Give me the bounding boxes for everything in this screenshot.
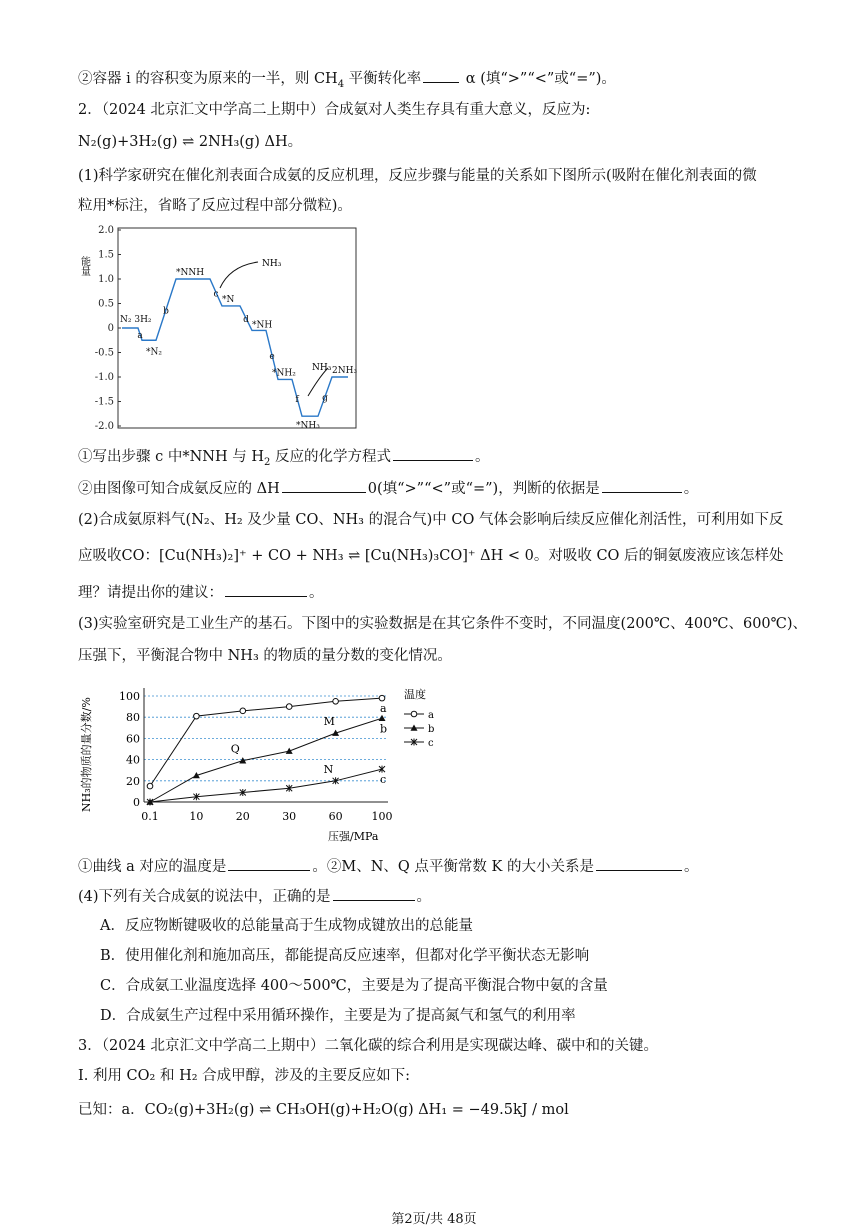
question-3-part-i: I. 利用 CO₂ 和 H₂ 合成甲醇，涉及的主要反应如下: — [78, 1068, 411, 1084]
part2-line2: 应吸收CO：[Cu(NH₃)₂]⁺ + CO + NH₃ ⇌ [Cu(NH₃)₃CO]⁺ ΔH < 0。对吸收 CO 后的铜氨废液应该怎样处 — [78, 548, 784, 564]
energy-step-label: a — [137, 331, 143, 342]
data-point — [333, 699, 339, 705]
data-point — [411, 711, 417, 717]
annotation-nh3-1: NH₃ — [262, 259, 282, 269]
point-label: N — [323, 762, 334, 776]
energy-level-label: *NNH — [176, 268, 205, 278]
x-tick-label: 0.1 — [141, 810, 159, 823]
energy-step-label: b — [163, 306, 169, 317]
option-c[interactable]: C．合成氨工业温度选择 400～500℃，主要是为了提高平衡混合物中氨的含量 — [100, 978, 608, 994]
energy-step-label: d — [243, 315, 249, 326]
legend-label: c — [428, 738, 434, 749]
point-label: M — [323, 715, 335, 729]
x-tick-label: 10 — [189, 810, 204, 823]
y-tick-label: 40 — [126, 753, 140, 767]
energy-tick-label: 1.5 — [98, 249, 114, 261]
x-tick-label: 100 — [371, 810, 393, 823]
question-c-equation: ①写出步骤 c 中*NNH 与 $H_2$ 反应的化学方程式 。 — [78, 446, 489, 473]
energy-level-label: *NH₃ — [296, 421, 320, 432]
answer-blank[interactable] — [423, 68, 459, 83]
equation-synthesis: N₂(g)+3H₂(g) ⇌ 2NH₃(g) ΔH。 — [78, 134, 303, 150]
y-tick-label: 0 — [133, 796, 140, 809]
data-point — [379, 715, 386, 721]
chart-xlabel: 压强/MPa — [328, 830, 379, 843]
energy-level-label: *NH₂ — [272, 368, 296, 379]
answer-blank[interactable] — [225, 582, 307, 597]
option-d[interactable]: D．合成氨生产过程中采用循环操作，主要是为了提高氮气和氢气的利用率 — [100, 1008, 576, 1024]
part2-line1: (2)合成氨原料气(N₂、H₂ 及少量 CO、NH₃ 的混合气)中 CO 气体会影响后续反应催化剂活性，可利用如下反 — [78, 512, 784, 528]
nh3-fraction-chart — [78, 676, 448, 846]
legend-label: a — [428, 710, 434, 721]
x-tick-label: 60 — [328, 810, 343, 823]
chart-ylabel: NH₃的物质的量分数/% — [80, 697, 93, 812]
energy-tick-label: -1.5 — [94, 396, 114, 408]
part1-line2: 粒用*标注，省略了反应过程中部分微粒)。 — [78, 198, 352, 214]
energy-tick-label: -1.0 — [94, 372, 114, 383]
answer-blank[interactable] — [596, 856, 682, 871]
energy-tick-label: 1.0 — [98, 274, 114, 285]
series-line-a — [150, 698, 382, 786]
energy-level-label: N₂ 3H₂ — [120, 315, 152, 325]
legend-title: 温度 — [404, 688, 426, 701]
x-tick-label: 30 — [282, 810, 297, 823]
energy-tick-label: 0.5 — [98, 298, 114, 310]
series-end-label: c — [380, 773, 387, 787]
energy-level-label: *NH — [252, 320, 273, 331]
y-tick-label: 100 — [119, 690, 140, 703]
energy-frame — [118, 228, 356, 428]
data-point — [379, 766, 385, 773]
option-a[interactable]: A．反应物断键吸收的总能量高于生成物成键放出的总能量 — [100, 918, 473, 934]
y-tick-label: 20 — [126, 774, 140, 788]
answer-blank[interactable] — [393, 446, 473, 461]
series-line-c — [150, 769, 382, 802]
data-point — [194, 713, 200, 719]
data-point — [286, 704, 292, 710]
energy-step-label: c — [213, 289, 219, 300]
question-2-title: 2．（2024 北京汇文中学高二上期中）合成氨对人类生存具有重大意义，反应为: — [78, 102, 591, 118]
question-3-title: 3．（2024 北京汇文中学高二上期中）二氧化碳的综合利用是实现碳达峰、碳中和的关键。 — [78, 1038, 658, 1054]
series-end-label: a — [380, 702, 387, 716]
part4: (4)下列有关合成氨的说法中，正确的是 。 — [78, 886, 431, 907]
energy-diagram — [80, 226, 362, 434]
question-curve-a: ①曲线 a 对应的温度是 。②M、N、Q 点平衡常数 K 的大小关系是 。 — [78, 856, 698, 877]
energy-level-label: 2NH₃ — [332, 366, 358, 376]
energy-step-label: f — [295, 394, 299, 405]
legend-label: b — [428, 724, 435, 735]
energy-tick-label: -2.0 — [94, 421, 114, 432]
data-point — [286, 748, 293, 754]
option-b[interactable]: B．使用催化剂和施加高压，都能提高反应速率，但都对化学平衡状态无影响 — [100, 948, 590, 964]
part3-line2: 压强下，平衡混合物中 NH₃ 的物质的量分数的变化情况。 — [78, 648, 452, 664]
energy-step-label: g — [322, 393, 328, 404]
series-end-label: b — [380, 722, 388, 736]
answer-blank[interactable] — [602, 478, 682, 493]
answer-blank[interactable] — [228, 856, 310, 871]
data-point — [379, 695, 385, 701]
part2-line3: 理？请提出你的建议： 。 — [78, 582, 324, 603]
answer-blank[interactable] — [333, 886, 415, 901]
data-point — [147, 783, 153, 789]
page-footer: 第2页/共 48页 — [391, 1212, 477, 1227]
energy-level-label: *N₂ — [146, 347, 162, 358]
energy-ylabel: 能量 — [78, 256, 90, 276]
question-delta-h: ②由图像可知合成氨反应的 ΔH 0(填“>”“<”或“=”)，判断的依据是 。 — [78, 478, 698, 499]
annotation-nh3-2: NH₃ — [312, 363, 332, 373]
y-tick-label: 80 — [126, 711, 140, 725]
y-tick-label: 60 — [126, 732, 140, 746]
part1-line1: (1)科学家研究在催化剂表面合成氨的反应机理，反应步骤与能量的关系如下图所示(吸附在催化剂表面的微 — [78, 168, 757, 184]
energy-level-label: *N — [222, 294, 235, 305]
energy-step-label: e — [269, 351, 275, 362]
equation-methanol: 已知：a．CO₂(g)+3H₂(g) ⇌ CH₃OH(g)+H₂O(g) ΔH₁ = −49.5kJ / mol — [78, 1102, 569, 1118]
energy-tick-label: -0.5 — [94, 347, 114, 359]
release-arrow-1 — [220, 262, 258, 288]
part3-line1: (3)实验室研究是工业生产的基石。下图中的实验数据是在其它条件不变时，不同温度(200℃、400℃、600℃)、 — [78, 616, 808, 632]
point-label: Q — [230, 742, 240, 756]
energy-tick-label: 2.0 — [98, 225, 114, 236]
data-point — [240, 708, 246, 714]
x-tick-label: 20 — [235, 810, 250, 823]
answer-blank[interactable] — [282, 478, 366, 493]
energy-tick-label: 0 — [107, 323, 114, 334]
series-line-b — [150, 718, 382, 802]
line-q1-part2: ②容器 i 的容积变为原来的一半，则 $CH_4$ 平衡转化率 α (填“>”“<”或“=”)。 — [78, 68, 616, 95]
